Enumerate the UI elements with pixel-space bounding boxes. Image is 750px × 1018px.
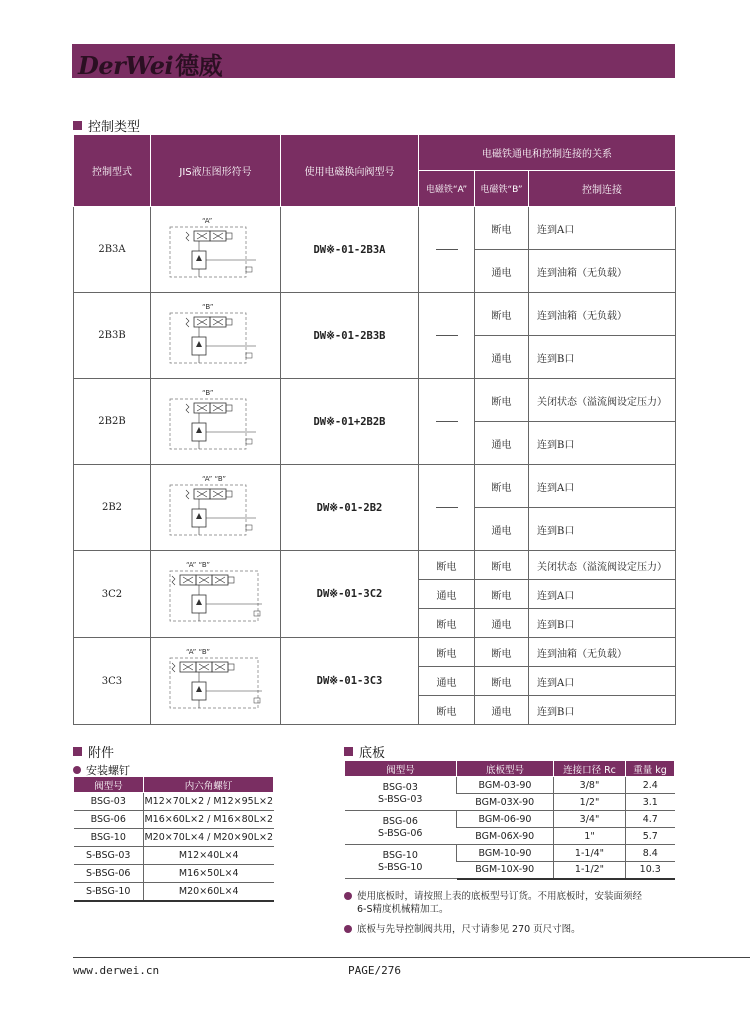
sol-b-state: 通电 [475, 609, 529, 638]
brand-logo [78, 46, 222, 81]
th-jis-symbol: JIS液压图形符号 [151, 135, 281, 207]
sol-a-state: 断电 [419, 609, 475, 638]
th-bp-weight: 重量 kg [626, 761, 675, 777]
th-connection: 控制连接 [529, 171, 676, 207]
bp-valve-name: BSG-03 [382, 781, 418, 793]
control-row [74, 638, 676, 667]
note-2: 底板与先导控制阀共用，尺寸请参见 270 页尺寸图。 [344, 923, 644, 936]
bolt-valve: BSG-10 [74, 829, 144, 847]
jis-symbol-cell [151, 293, 281, 379]
dot-bullet-icon [73, 766, 81, 774]
dot-bullet-icon [344, 925, 352, 933]
bolt-spec: M12×70L×2 / M12×95L×2 [144, 793, 274, 811]
sol-b-state: 断电 [475, 580, 529, 609]
footer-page-number: PAGE/276 [348, 964, 401, 977]
hydraulic-symbol-icon [166, 387, 266, 457]
bp-weight: 5.7 [626, 828, 675, 845]
sol-b-state: 断电 [475, 293, 529, 336]
th-bp-model: 底板型号 [457, 761, 554, 777]
control-row [74, 379, 676, 422]
bolt-spec: M16×60L×2 / M16×80L×2 [144, 811, 274, 829]
sol-b-state: 通电 [475, 250, 529, 293]
sol-b-state: 断电 [475, 379, 529, 422]
bolt-valve: BSG-06 [74, 811, 144, 829]
sol-a-state: 通电 [419, 667, 475, 696]
bp-valve-name: S-BSG-03 [378, 793, 423, 805]
bolt-spec: M16×50L×4 [144, 865, 274, 883]
header-banner [72, 44, 675, 78]
th-valve-model: 使用电磁换向阀型号 [281, 135, 419, 207]
bp-port: 1/2" [554, 794, 626, 811]
connection-state: 连到A口 [529, 207, 676, 250]
control-row [74, 293, 676, 336]
control-row [74, 207, 676, 250]
sol-b-state: 通电 [475, 336, 529, 379]
sol-b-state: 通电 [475, 422, 529, 465]
footer-divider [73, 957, 750, 958]
connection-state: 关闭状态（溢流阀设定压力） [529, 551, 676, 580]
jis-symbol-cell [151, 465, 281, 551]
bp-model: BGM-10X-90 [457, 862, 554, 879]
sol-b-state: 断电 [475, 465, 529, 508]
connection-state: 连到油箱（无负载） [529, 250, 676, 293]
hydraulic-symbol-icon [166, 473, 266, 543]
bp-valve-name: S-BSG-06 [378, 827, 423, 839]
sol-b-state: 断电 [475, 551, 529, 580]
jis-symbol-cell [151, 638, 281, 725]
th-sol-a: 电磁铁“A” [419, 171, 475, 207]
bp-port: 3/4" [554, 811, 626, 828]
control-section-title: 控制类型 [73, 116, 140, 135]
jis-symbol-cell [151, 207, 281, 293]
base-plate-title: 底板 [344, 742, 385, 761]
sol-a-state: 断电 [419, 696, 475, 725]
valve-model: DW※-01-2B2 [281, 465, 419, 551]
control-code: 3C3 [74, 638, 151, 725]
bp-port: 1-1/2" [554, 862, 626, 879]
table-row [74, 847, 274, 865]
table-row [345, 845, 675, 862]
sol-b-state: 断电 [475, 207, 529, 250]
dash-mark [436, 335, 458, 336]
bp-weight: 2.4 [626, 777, 675, 794]
bp-weight: 4.7 [626, 811, 675, 828]
svg-text:“B”: “B” [201, 302, 213, 311]
logo-latin: DerWei [78, 51, 174, 80]
logo-cn: 德威 [175, 51, 223, 80]
connection-state: 连到B口 [529, 422, 676, 465]
bolt-valve: BSG-03 [74, 793, 144, 811]
control-code: 2B2 [74, 465, 151, 551]
control-code: 2B3A [74, 207, 151, 293]
sol-a-state [419, 293, 475, 379]
connection-state: 连到B口 [529, 336, 676, 379]
jis-symbol-cell [151, 379, 281, 465]
valve-model: DW※-01-3C2 [281, 551, 419, 638]
bp-weight: 3.1 [626, 794, 675, 811]
connection-state: 连到B口 [529, 508, 676, 551]
bolt-valve: S-BSG-03 [74, 847, 144, 865]
bp-valve [345, 845, 457, 879]
jis-symbol-cell [151, 551, 281, 638]
base-plate-table [344, 760, 675, 880]
accessories-title: 附件 [73, 742, 114, 761]
svg-text:“B”: “B” [201, 388, 213, 397]
control-code: 2B2B [74, 379, 151, 465]
table-row [74, 811, 274, 829]
sol-b-state: 断电 [475, 638, 529, 667]
hydraulic-symbol-icon [166, 215, 266, 285]
th-bolt: 内六角螺钉 [144, 777, 274, 793]
connection-state: 关闭状态（溢流阀设定压力） [529, 379, 676, 422]
connection-state: 连到B口 [529, 696, 676, 725]
bp-valve-name: BSG-06 [382, 815, 418, 827]
connection-state: 连到A口 [529, 667, 676, 696]
dash-mark [436, 507, 458, 508]
sol-b-state: 通电 [475, 696, 529, 725]
table-row [74, 793, 274, 811]
th-control-type: 控制型式 [74, 135, 151, 207]
svg-text:“A”: “A” [201, 216, 212, 225]
accessories-subtitle: 安装螺钉 [73, 762, 130, 778]
bp-model: BGM-06-90 [457, 811, 554, 828]
hydraulic-symbol-icon [166, 646, 266, 716]
bp-port: 1" [554, 828, 626, 845]
connection-state: 连到油箱（无负载） [529, 293, 676, 336]
bp-valve-name: S-BSG-10 [378, 861, 423, 873]
table-row [345, 811, 675, 828]
hydraulic-symbol-icon [166, 559, 266, 629]
control-row [74, 465, 676, 508]
connection-state: 连到油箱（无负载） [529, 638, 676, 667]
control-code: 3C2 [74, 551, 151, 638]
bp-valve [345, 777, 457, 811]
connection-state: 连到A口 [529, 465, 676, 508]
square-bullet-icon [73, 747, 82, 756]
control-type-table [73, 134, 676, 725]
square-bullet-icon [73, 121, 82, 130]
bp-valve-name: BSG-10 [382, 849, 418, 861]
bp-port: 3/8" [554, 777, 626, 794]
sol-a-state [419, 465, 475, 551]
footer-website[interactable]: www.derwei.cn [73, 964, 160, 977]
bp-weight: 10.3 [626, 862, 675, 879]
bp-weight: 8.4 [626, 845, 675, 862]
th-sol-b: 电磁铁“B” [475, 171, 529, 207]
th-bp-valve: 阀型号 [345, 761, 457, 777]
th-valve: 阀型号 [74, 777, 144, 793]
th-relation: 电磁铁通电和控制连接的关系 [419, 135, 676, 171]
dash-mark [436, 249, 458, 250]
sol-b-state: 通电 [475, 508, 529, 551]
bolt-valve: S-BSG-10 [74, 883, 144, 901]
sol-a-state [419, 207, 475, 293]
bp-model: BGM-03-90 [457, 777, 554, 794]
control-code: 2B3B [74, 293, 151, 379]
bolt-valve: S-BSG-06 [74, 865, 144, 883]
dot-bullet-icon [344, 892, 352, 900]
table-row [74, 865, 274, 883]
table-row [74, 829, 274, 847]
connection-state: 连到B口 [529, 609, 676, 638]
dash-mark [436, 421, 458, 422]
bp-valve [345, 811, 457, 845]
connection-state: 连到A口 [529, 580, 676, 609]
svg-text:“A” “B”: “A” “B” [201, 474, 226, 483]
valve-model: DW※-01-3C3 [281, 638, 419, 725]
bp-model: BGM-03X-90 [457, 794, 554, 811]
table-row [345, 777, 675, 794]
bp-model: BGM-06X-90 [457, 828, 554, 845]
th-bp-port: 连接口径 Rc [554, 761, 626, 777]
valve-model: DW※-01-2B3B [281, 293, 419, 379]
bolt-spec: M20×60L×4 [144, 883, 274, 901]
sol-a-state: 通电 [419, 580, 475, 609]
table-row [74, 883, 274, 901]
note-1: 使用底板时，请按照上表的底板型号订货。不用底板时，安装面须经6-S精度机械精加工。 [344, 890, 644, 916]
bolt-spec: M12×40L×4 [144, 847, 274, 865]
sol-a-state: 断电 [419, 638, 475, 667]
sol-b-state: 断电 [475, 667, 529, 696]
bolt-spec: M20×70L×4 / M20×90L×2 [144, 829, 274, 847]
square-bullet-icon [344, 747, 353, 756]
valve-model: DW※-01+2B2B [281, 379, 419, 465]
bp-model: BGM-10-90 [457, 845, 554, 862]
svg-text:“A” “B”: “A” “B” [185, 648, 210, 656]
valve-model: DW※-01-2B3A [281, 207, 419, 293]
sol-a-state: 断电 [419, 551, 475, 580]
bp-port: 1-1/4" [554, 845, 626, 862]
control-row [74, 551, 676, 580]
sol-a-state [419, 379, 475, 465]
svg-text:“A” “B”: “A” “B” [185, 561, 210, 569]
hydraulic-symbol-icon [166, 301, 266, 371]
bolt-table [73, 776, 274, 902]
